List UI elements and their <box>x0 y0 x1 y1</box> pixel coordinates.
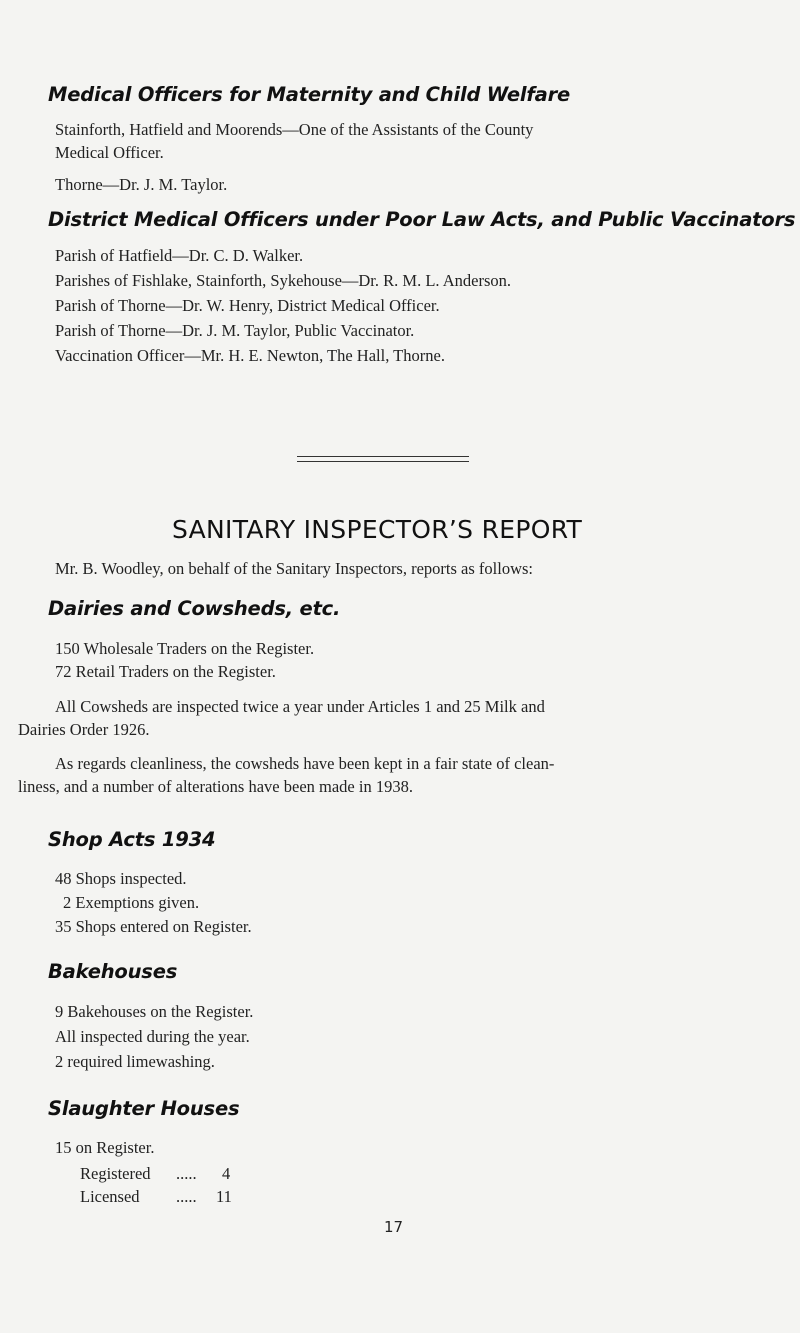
report-intro: Mr. B. Woodley, on behalf of the Sanitary Inspectors, reports as follows: <box>55 559 534 578</box>
divider-rule-top <box>297 456 469 457</box>
district-heading: District Medical Officers under Poor Law Acts, and Public Vaccinators <box>48 208 796 231</box>
bakehouses-line-3: 2 required limewashing. <box>55 1052 215 1071</box>
shop-line-1: 48 Shops inspected. <box>55 869 187 888</box>
maternity-heading: Medical Officers for Maternity and Child Welfare <box>48 83 571 106</box>
district-line: Parishes of Fishlake, Stainforth, Sykehouse—Dr. R. M. L. Anderson. <box>55 271 512 290</box>
shop-line-3: 35 Shops entered on Register. <box>55 917 252 936</box>
maternity-line-2: Medical Officer. <box>55 143 164 162</box>
dairies-line-3b: Dairies Order 1926. <box>18 720 150 739</box>
registered-label: Registered <box>80 1164 151 1183</box>
dairies-line-3a: All Cowsheds are inspected twice a year under Articles 1 and 25 Milk and <box>55 697 545 716</box>
licensed-value: 11 <box>216 1187 232 1206</box>
bakehouses-heading: Bakehouses <box>48 960 178 983</box>
registered-leader: ..... <box>176 1164 197 1183</box>
bakehouses-line-2: All inspected during the year. <box>55 1027 250 1046</box>
district-line: Parish of Hatfield—Dr. C. D. Walker. <box>55 246 304 265</box>
dairies-line-4b: liness, and a number of alterations have been made in 1938. <box>18 777 413 796</box>
slaughter-line-1: 15 on Register. <box>55 1138 155 1157</box>
maternity-line-1: Stainforth, Hatfield and Moorends—One of the Assistants of the County <box>55 120 534 139</box>
district-line: Vaccination Officer—Mr. H. E. Newton, The Hall, Thorne. <box>55 346 445 365</box>
shop-line-2: 2 Exemptions given. <box>63 893 200 912</box>
divider-rule-bottom <box>297 461 469 462</box>
district-line: Parish of Thorne—Dr. W. Henry, District Medical Officer. <box>55 296 440 315</box>
licensed-label: Licensed <box>80 1187 140 1206</box>
dairies-line-4a: As regards cleanliness, the cowsheds have been kept in a fair state of clean- <box>55 754 555 773</box>
slaughter-heading: Slaughter Houses <box>48 1097 240 1120</box>
bakehouses-line-1: 9 Bakehouses on the Register. <box>55 1002 254 1021</box>
district-line: Parish of Thorne—Dr. J. M. Taylor, Public Vaccinator. <box>55 321 415 340</box>
dairies-line-1: 150 Wholesale Traders on the Register. <box>55 639 315 658</box>
registered-value: 4 <box>222 1164 231 1183</box>
page-number: 17 <box>384 1218 404 1236</box>
dairies-line-2: 72 Retail Traders on the Register. <box>55 662 276 681</box>
licensed-leader: ..... <box>176 1187 197 1206</box>
report-title: SANITARY INSPECTOR’S REPORT <box>172 515 583 544</box>
dairies-heading: Dairies and Cowsheds, etc. <box>48 597 341 620</box>
shop-heading: Shop Acts 1934 <box>48 828 216 851</box>
maternity-line-3: Thorne—Dr. J. M. Taylor. <box>55 175 228 194</box>
